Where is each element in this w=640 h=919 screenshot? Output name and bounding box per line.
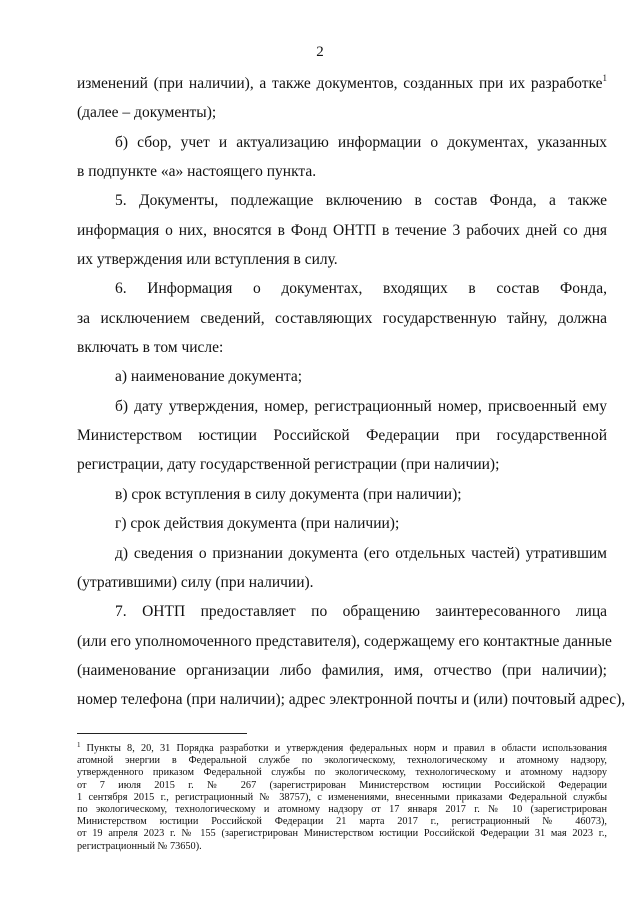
text-line — [77, 274, 607, 303]
text-line-content: г) срок действия документа (при наличии); — [115, 515, 400, 533]
text-line-content: номер телефона (при наличии); адрес электронной почты и (или) почтовый адрес), — [77, 691, 626, 709]
text-line — [77, 539, 607, 568]
footnote-line — [77, 767, 607, 779]
footnote-line-content: 1 сентября 2015 г., регистрационный № 38757), с изменениями, внесенными приказами Федеральной службы — [77, 791, 607, 803]
text-line — [77, 128, 607, 157]
text-line — [77, 480, 607, 509]
text-line — [77, 216, 607, 245]
text-line-content: регистрации, дату государственной регистрации (при наличии); — [77, 456, 500, 474]
text-line — [77, 333, 607, 362]
text-line-content: 7. ОНТП предоставляет по обращению заинтересованного лица — [115, 603, 607, 621]
text-line-content: их утверждения или вступления в силу. — [77, 251, 338, 269]
footnote-line — [77, 841, 607, 853]
page-number: 2 — [316, 44, 324, 60]
footnote-line-content: от 19 апреля 2023 г. № 155 (зарегистрирован Министерством юстиции Российской Федерации 31 мая 2023 г., — [77, 828, 607, 840]
text-line-content: (или его уполномоченного представителя), содержащему его контактные данные — [77, 632, 612, 650]
footnote-line-content: по экологическому, технологическому и атомному надзору от 17 января 2017 г. № 10 (зарегистрирован — [77, 803, 607, 815]
text-line — [77, 157, 607, 186]
footnote — [77, 743, 607, 853]
text-line-content: Министерством юстиции Российской Федерации при государственной — [77, 427, 607, 445]
text-line-content: б) дату утверждения, номер, регистрационный номер, присвоенный ему — [115, 397, 607, 415]
text-line — [77, 568, 607, 597]
footnote-line — [77, 755, 607, 767]
text-line — [77, 685, 626, 714]
text-line — [77, 186, 607, 215]
text-line-content: за исключением сведений, составляющих государственную тайну, должна — [77, 309, 607, 327]
text-line-content: а) наименование документа; — [115, 368, 303, 386]
footnote-line — [77, 743, 607, 755]
text-line — [77, 597, 607, 626]
text-line — [77, 69, 607, 98]
text-line-content: д) сведения о признании документа (его отдельных частей) утратившим — [115, 544, 607, 562]
text-line — [77, 627, 612, 656]
footnote-line — [77, 828, 607, 840]
footnote-line-content: атомной энергии в Федеральной службе по экологическому, технологическому и атомному надзору, — [77, 755, 607, 767]
text-line — [77, 245, 607, 274]
footnote-line — [77, 804, 607, 816]
text-line-content: в подпункте «а» настоящего пункта. — [77, 163, 317, 181]
footnote-mark: 1 — [77, 741, 81, 749]
text-line — [77, 392, 607, 421]
text-line-content: информация о них, вносятся в Фонд ОНТП в течение 3 рабочих дней со дня — [77, 221, 607, 239]
text-line-content: включать в том числе: — [77, 339, 224, 357]
text-line — [77, 98, 607, 127]
footnote-line-content: Пункты 8, 20, 31 Порядка разработки и утверждения федеральных норм и правил в области использования — [86, 743, 607, 754]
footnote-line — [77, 780, 607, 792]
text-line-content: 6. Информация о документах, входящих в состав Фонда, — [115, 280, 607, 298]
footnote-line-content: регистрационный № 73650). — [77, 840, 202, 852]
body-text — [77, 69, 626, 715]
footnote-separator — [77, 733, 247, 734]
text-line-content: б) сбор, учет и актуализацию информации о документах, указанных — [115, 133, 607, 151]
text-line-content: в) срок вступления в силу документа (при наличии); — [115, 485, 462, 503]
text-line-content: (утратившими) силу (при наличии). — [77, 573, 314, 591]
footnote-line-content: утвержденного приказом Федеральной службы по экологическому, технологическому и атомному надзору — [77, 767, 607, 779]
footnote-line-content: от 7 июля 2015 г. № 267 (зарегистрирован Министерством юстиции Российской Федерации — [77, 779, 607, 791]
text-line-content: (далее – документы); — [77, 104, 217, 122]
footnote-line-content: Министерством юстиции Российской Федерации 21 марта 2017 г., регистрационный № 46073), — [77, 816, 607, 828]
footnote-line — [77, 816, 607, 828]
text-line-content: (наименование организации либо фамилия, имя, отчество (при наличии); — [77, 661, 607, 679]
text-line — [77, 421, 607, 450]
text-line — [77, 304, 607, 333]
text-line — [77, 656, 607, 685]
text-line — [77, 509, 607, 538]
text-line-content: 5. Документы, подлежащие включению в состав Фонда, а также — [115, 192, 607, 210]
footnote-line — [77, 792, 607, 804]
footnote-reference: 1 — [602, 73, 607, 83]
text-line — [77, 450, 607, 479]
text-line — [77, 362, 607, 391]
text-line-content: изменений (при наличии), а также документов, созданных при их разработке — [77, 75, 603, 92]
